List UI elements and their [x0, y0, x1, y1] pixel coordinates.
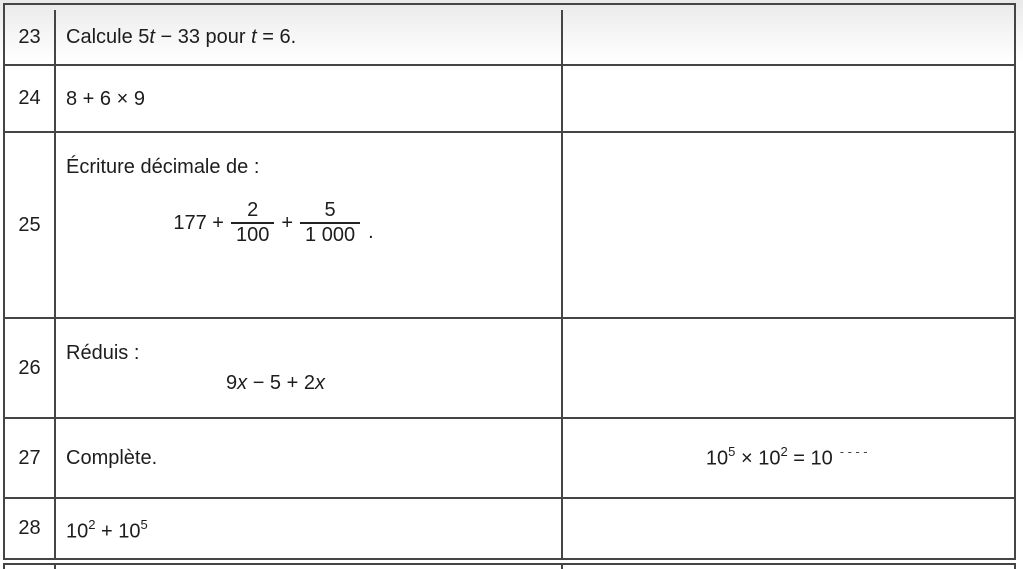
question-cell: [56, 133, 563, 317]
question-text: Complète.: [66, 447, 158, 469]
next-row-clipped: [3, 563, 1016, 569]
question-text: Réduis :: [66, 342, 140, 364]
question-cell: [56, 66, 563, 131]
expression-operator: +: [281, 212, 294, 234]
exercise-number-label: 28: [18, 517, 41, 539]
exponent: 2: [780, 444, 788, 460]
exponent: 2: [88, 516, 96, 532]
exercise-row-24: [5, 64, 1014, 131]
exercise-number-label: 24: [18, 87, 41, 109]
exercise-number: [5, 499, 56, 558]
fraction-denominator: 100: [231, 222, 274, 247]
exercise-row-27: [5, 417, 1014, 497]
answer-cell: [563, 66, 1014, 131]
math-expression: $10^5 \times 10^2 = 10$ ----: [705, 444, 872, 470]
question-cell: [56, 419, 563, 497]
question-text: Calcule 5t − 33 pour t = 6.: [66, 26, 297, 48]
exercise-row-28: [5, 497, 1014, 558]
exercise-row-26: [5, 317, 1014, 417]
exponent: 5: [728, 444, 736, 460]
question-text: $10^2 + 10^5$: [66, 516, 148, 543]
expression-lead: 177 +: [173, 212, 224, 234]
variable-t: t: [251, 26, 257, 48]
exercise-number: [5, 10, 56, 64]
exercise-number-label: 23: [18, 25, 41, 48]
answer-blank-dashes: ----: [839, 444, 872, 460]
fraction-numerator: 5: [324, 199, 336, 221]
fraction-numerator: 2: [247, 199, 259, 221]
worksheet-table: [3, 3, 1016, 560]
answer-cell: [563, 419, 1014, 497]
variable-t: t: [149, 26, 155, 48]
next-row-number-cell: [5, 565, 56, 569]
fraction-denominator: 1 000: [300, 222, 360, 247]
exercise-number: [5, 419, 56, 497]
exercise-number-label: 26: [18, 356, 41, 379]
exercise-number: [5, 319, 56, 417]
next-row-question-cell: [56, 565, 563, 569]
fraction: [300, 199, 360, 247]
answer-cell: [563, 133, 1014, 317]
next-row-answer-cell: [563, 565, 1014, 569]
question-text: 8 + 6 × 9: [66, 87, 145, 110]
math-expression: 9x − 5 + 2x: [226, 372, 325, 394]
question-text: Écriture décimale de :: [66, 156, 260, 178]
variable-x: x: [314, 372, 325, 394]
variable-x: x: [237, 372, 248, 394]
answer-cell: [563, 499, 1014, 558]
fraction: [231, 199, 274, 247]
exercise-number-label: 25: [18, 213, 41, 236]
question-cell: [56, 499, 563, 558]
math-expression: [66, 199, 561, 247]
exercise-number: [5, 133, 56, 317]
exercise-number: [5, 66, 56, 131]
answer-cell: [563, 319, 1014, 417]
question-cell: [56, 10, 563, 64]
exponent: 5: [140, 516, 148, 532]
exercise-row-25: [5, 131, 1014, 317]
question-cell: [56, 319, 563, 417]
answer-cell: [563, 10, 1014, 64]
exercise-number-label: 27: [18, 446, 41, 469]
expression-period: .: [368, 221, 374, 243]
exercise-row-23: [5, 5, 1014, 64]
